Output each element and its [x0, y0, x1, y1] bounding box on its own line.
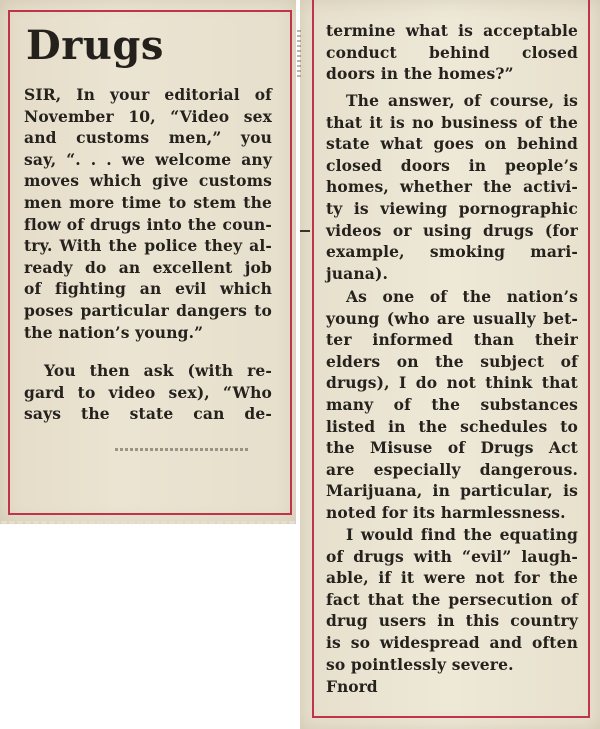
text-line: young (who are usually bet-: [326, 308, 578, 328]
text-line: the nation’s young.”: [24, 322, 204, 342]
end-rule: [115, 448, 250, 451]
text-line: elders on the subject of: [326, 351, 578, 371]
text-line: ty is viewing pornographic: [326, 198, 578, 218]
text-line: the Misuse of Drugs Act: [326, 438, 578, 458]
border-rule-bottom: [8, 513, 292, 515]
text-line: flow of drugs into the coun-: [24, 214, 272, 234]
col2-paragraph-2: [326, 90, 578, 284]
text-line: gard to video sex), “Who: [24, 382, 272, 402]
text-line: I would find the equating: [346, 525, 578, 544]
text-line: November 10, “Video sex: [24, 106, 272, 126]
text-line: say, “. . . we welcome any: [24, 149, 272, 169]
text-line: ready do an excellent job: [24, 257, 272, 277]
text-line: As one of the nation’s: [346, 287, 578, 306]
text-line: try. With the police they al-: [24, 236, 272, 256]
text-line: listed in the schedules to: [326, 416, 578, 436]
text-line: termine what is acceptable: [326, 21, 578, 40]
text-line: doors in the homes?”: [326, 64, 514, 84]
text-line: says the state can de-: [24, 404, 272, 424]
text-line: homes, whether the activi-: [326, 177, 578, 197]
border-rule-bottom: [312, 716, 590, 718]
torn-edge: [0, 521, 296, 527]
headline: Drugs: [26, 22, 164, 69]
border-rule-left: [312, 0, 314, 718]
text-line: able, if it were not for the: [326, 568, 578, 588]
border-rule-top: [8, 10, 292, 12]
text-line: are especially dangerous.: [326, 459, 578, 479]
col1-paragraph-2: [24, 360, 272, 425]
col2-paragraph-4: [326, 524, 578, 675]
text-line: SIR, In your editorial of: [24, 85, 272, 104]
text-line: example, smoking mari-: [326, 242, 578, 262]
text-line: juana).: [326, 263, 389, 283]
col1-paragraph-1: [24, 84, 272, 343]
text-line: closed doors in people’s: [326, 155, 578, 175]
text-line: poses particular dangers to: [24, 300, 272, 320]
text-line: and customs men,” you: [24, 128, 272, 148]
text-line: many of the substances: [326, 394, 578, 414]
text-line: is so widespread and often: [326, 632, 578, 652]
text-line: drug users in this country: [326, 611, 578, 631]
col2-paragraph-1: [326, 20, 578, 85]
text-line: men more time to stem the: [24, 192, 272, 212]
text-line: ter informed than their: [326, 330, 578, 350]
text-line: moves which give customs: [24, 171, 272, 191]
border-rule-left: [8, 10, 10, 515]
text-line: of drugs with “evil” laugh-: [326, 546, 578, 566]
text-line: that it is no business of the: [326, 112, 578, 132]
text-line: The answer, of course, is: [346, 91, 578, 110]
text-line: videos or using drugs (for: [326, 220, 578, 240]
text-line: of fighting an evil which: [24, 279, 272, 299]
text-line: state what goes on behind: [326, 134, 578, 154]
border-rule-right: [290, 10, 292, 515]
col2-paragraph-3: [326, 286, 578, 524]
text-line: drugs), I do not think that: [326, 373, 578, 393]
text-line: so pointlessly severe.: [326, 654, 514, 674]
text-line: conduct behind closed: [326, 42, 578, 62]
binding-dots: [297, 30, 301, 80]
text-line: fact that the persecution of: [326, 589, 578, 609]
text-line: noted for its harmlessness.: [326, 502, 566, 522]
column-dash: [300, 230, 310, 232]
border-rule-right: [588, 0, 590, 718]
text-line: You then ask (with re-: [44, 361, 272, 380]
text-line: Marijuana, in particular, is: [326, 481, 578, 501]
signature: Fnord: [326, 677, 378, 696]
